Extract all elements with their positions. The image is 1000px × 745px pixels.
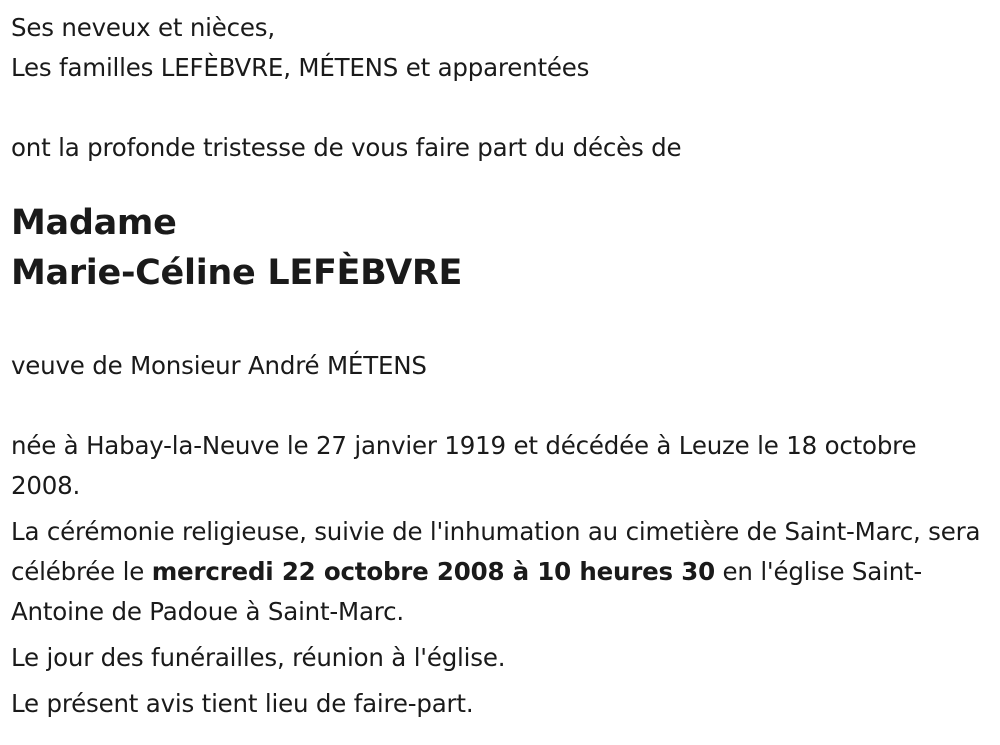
deceased-full-name: Marie-Céline LEFÈBVRE <box>11 253 463 293</box>
deceased-name-block <box>11 198 993 298</box>
funeral-meeting-text: Le jour des funérailles, réunion à l'église. <box>11 643 506 672</box>
ceremony-text <box>11 512 993 632</box>
deceased-title: Madame <box>11 203 177 243</box>
widow-of-text: veuve de Monsieur André MÉTENS <box>11 351 427 380</box>
ceremony-text-part-2: en l'église Saint-Antoine de Padoue à Saint-Marc. <box>11 557 923 626</box>
closing-text: Le présent avis tient lieu de faire-part. <box>11 689 474 718</box>
death-notice <box>11 8 993 724</box>
family-line-2: Les familles LEFÈBVRE, MÉTENS et apparentées <box>11 53 590 82</box>
ceremony-date-time: mercredi 22 octobre 2008 à 10 heures 30 <box>151 557 715 586</box>
ceremony-text-part-1: La cérémonie religieuse, suivie de l'inhumation au cimetière de Saint-Marc, sera célébrée le <box>11 517 981 586</box>
announcement-text: ont la profonde tristesse de vous faire part du décès de <box>11 133 682 162</box>
family-line-1: Ses neveux et nièces, <box>11 13 275 42</box>
birth-death-text: née à Habay-la-Neuve le 27 janvier 1919 et décédée à Leuze le 18 octobre 2008. <box>11 431 917 500</box>
